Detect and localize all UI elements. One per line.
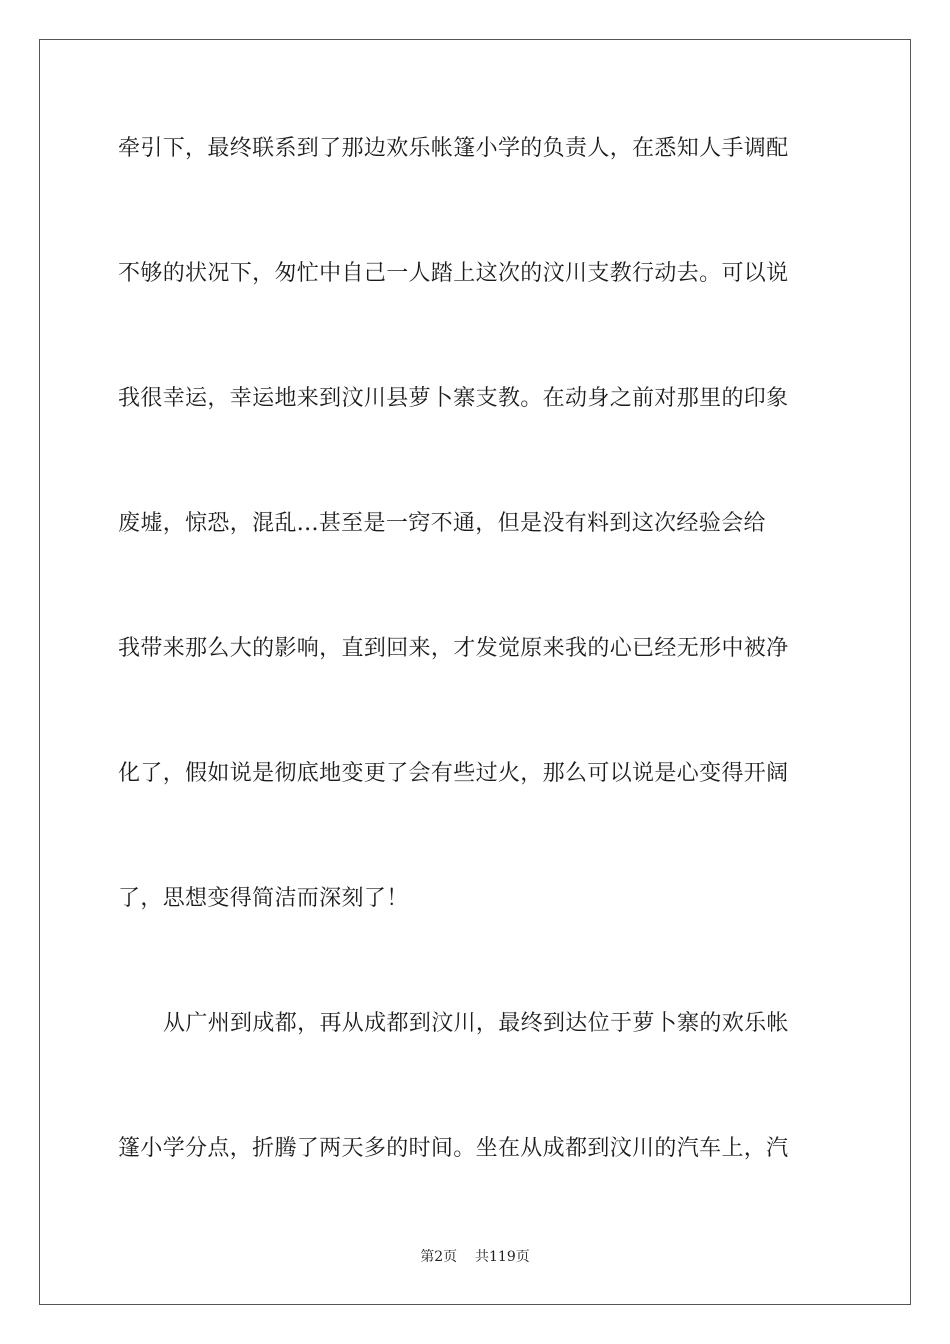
text-line-2: 不够的状况下，匆忙中自己一人踏上这次的汶川支教行动去。可以说 xyxy=(118,261,789,286)
text-line-1: 牵引下，最终联系到了那边欢乐帐篷小学的负责人，在悉知人手调配 xyxy=(118,136,789,161)
text-line-4: 废墟，惊恐，混乱...甚至是一窍不通，但是没有料到这次经验会给 xyxy=(118,511,766,536)
page-total: 共119页 xyxy=(475,1249,530,1265)
text-line-7: 了，思想变得简洁而深刻了！ xyxy=(118,886,409,911)
text-line-6: 化了，假如说是彻底地变更了会有些过火，那么可以说是心变得开阔 xyxy=(118,761,789,786)
page-footer xyxy=(0,1246,950,1266)
page-number: 第2页 xyxy=(420,1249,458,1265)
document-body xyxy=(118,126,834,1251)
text-line-9: 篷小学分点，折腾了两天多的时间。坐在从成都到汶川的汽车上，汽 xyxy=(118,1136,789,1161)
footer-gap xyxy=(457,1249,475,1265)
text-line-3: 我很幸运，幸运地来到汶川县萝卜寨支教。在动身之前对那里的印象 xyxy=(118,386,789,411)
text-line-5: 我带来那么大的影响，直到回来，才发觉原来我的心已经无形中被净 xyxy=(118,636,789,661)
text-line-8: 从广州到成都，再从成都到汶川，最终到达位于萝卜寨的欢乐帐 xyxy=(163,1011,789,1036)
